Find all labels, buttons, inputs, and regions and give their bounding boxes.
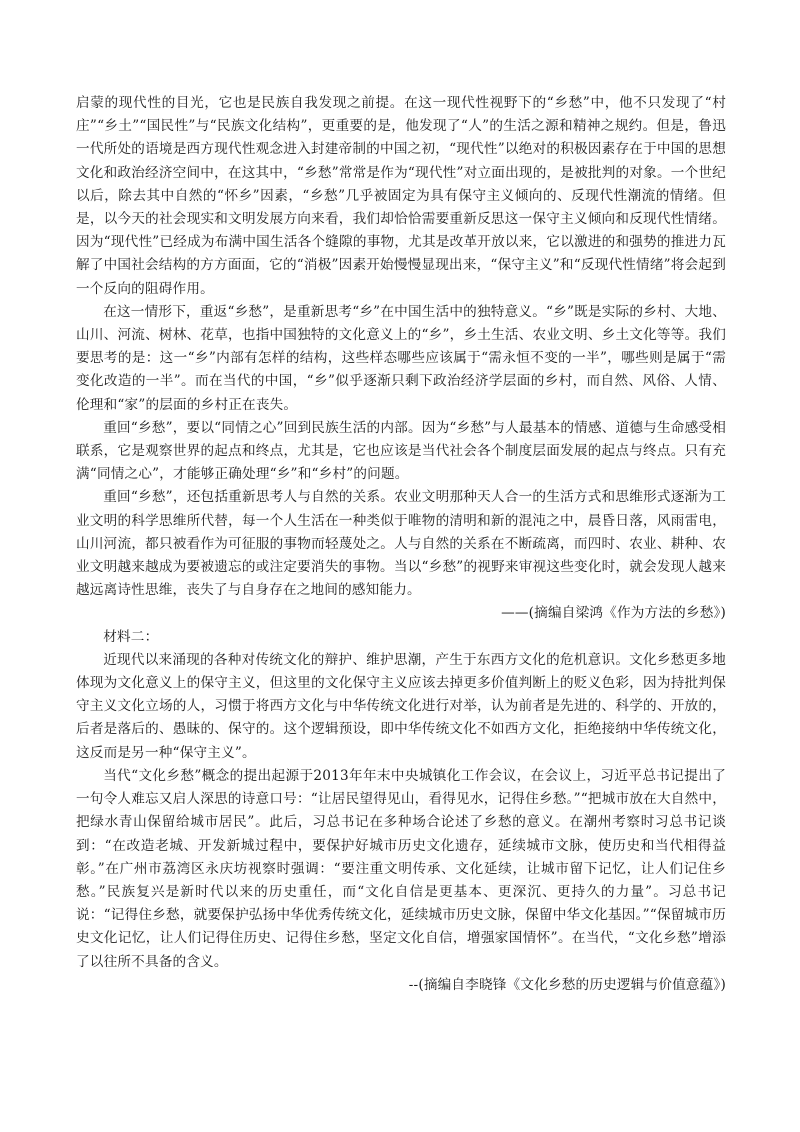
material2-source: --(摘编自李晓锋《文化乡愁的历史逻辑与价值意蕴》) — [408, 976, 726, 993]
document-page — [76, 92, 726, 997]
material2-paragraph-2: 当代“文化乡愁”概念的提出起源于2013年年末中央城镇化工作会议，在会议上，习近平总书记提出了一句令人难忘又启人深思的诗意口号：“让居民望得见山，看得见水，记得住乡愁。”“把城市放在大自然中，把绿水青山保留给城市居民”。此后，习总书记在多种场合论述了乡愁的意义。在潮州考察时习总书记谈到：“在改造老城、开发新城过程中，要保护好城市历史文化遗存，延续城市文脉，使历史和当代相得益彰。”在广州市荔湾区永庆坊视察时强调：“要注重文明传承、文化延续，让城市留下记忆，让人们记住乡愁。”民族复兴是新时代以来的历史重任，而“文化自信是更基本、更深沉、更持久的力量”。习总书记说：“记得住乡愁，就要保护弘扬中华优秀传统文化，延续城市历史文脉，保留中华文化基因。”“保留城市历史文化记忆，让人们记得住历史、记得住乡愁，坚定文化自信，增强家国情怀”。在当代，“文化乡愁”增添了以往所不具备的含义。 — [76, 767, 726, 970]
material1-paragraph-2: 在这一情形下，重返“乡愁”，是重新思考“乡”在中国生活中的独特意义。“乡”既是实际的乡村、大地、山川、河流、树林、花草，也指中国独特的文化意义上的“乡”，乡土生活、农业文明、乡土文化等等。我们要思考的是：这一“乡”内部有怎样的结构，这些样态哪些应该属于“需永恒不变的一半”，哪些则是属于“需变化改造的一半”。而在当代的中国，“乡”似乎逐渐只剩下政治经济学层面的乡村，而自然、风俗、人情、伦理和“家”的层面的乡村正在丧失。 — [76, 303, 726, 413]
material1-paragraph-4: 重回“乡愁”，还包括重新思考人与自然的关系。农业文明那种天人合一的生活方式和思维形式逐渐为工业文明的科学思维所代替，每一个人生活在一种类似于唯物的清明和新的混沌之中，晨昏日落，风雨雷电，山川河流，都只被看作为可征服的事物而轻蔑处之。人与自然的关系在不断疏离，而四时、农业、耕种、农业文明越来越成为要被遗忘的或注定要消失的事物。当以“乡愁”的视野来审视这些变化时，就会发现人越来越远离诗性思维，丧失了与自身存在之地间的感知能力。 — [76, 489, 726, 599]
material1-source: ——(摘编自梁鸿《作为方法的乡愁》) — [501, 605, 726, 622]
material2-paragraph-1: 近现代以来涌现的各种对传统文化的辩护、维护思潮，产生于东西方文化的危机意识。文化乡愁更多地体现为文化意义上的保守主义，但这里的文化保守主义应该去掉更多价值判断上的贬义色彩，因为持批判保守主义文化立场的人，习惯于将西方文化与中华传统文化进行对举，认为前者是先进的、科学的、开放的，后者是落后的、愚昧的、保守的。这个逻辑预设，即中华传统文化不如西方文化，拒绝接纳中华传统文化，这反而是另一种“保守主义”。 — [76, 651, 726, 761]
material2-heading: 材料二： — [103, 628, 159, 645]
material1-paragraph-3: 重回“乡愁”，要以“同情之心”回到民族生活的内部。因为“乡愁”与人最基本的情感、道德与生命感受相联系，它是观察世界的起点和终点，尤其是，它也应该是当代社会各个制度层面发展的起点与终点。只有充满“同情之心”，才能够正确处理“乡”和“乡村”的问题。 — [76, 419, 726, 483]
material1-paragraph-1: 启蒙的现代性的目光，它也是民族自我发现之前提。在这一现代性视野下的“乡愁”中，他不只发现了“村庄”“乡土”“国民性”与“民族文化结构”，更重要的是，他发现了“人”的生活之源和精神之规约。但是，鲁迅一代所处的语境是西方现代性观念进入封建帝制的中国之初，“现代性”以绝对的积极因素存在于中国的思想文化和政治经济空间中，在这其中，“乡愁”常常是作为“现代性”对立面出现的，是被批判的对象。一个世纪以后，除去其中自然的“怀乡”因素，“乡愁”几乎被固定为具有保守主义倾向的、反现代性潮流的情绪。但是，以今天的社会现实和文明发展方向来看，我们却恰恰需要重新反思这一保守主义倾向和反现代性情绪。因为“现代性”已经成为布满中国生活各个缝隙的事物，尤其是改革开放以来，它以激进的和强势的推进力瓦解了中国社会结构的方方面面，它的“消极”因素开始慢慢显现出来，“保守主义”和“反现代性情绪”将会起到一个反向的阻碍作用。 — [76, 95, 726, 297]
